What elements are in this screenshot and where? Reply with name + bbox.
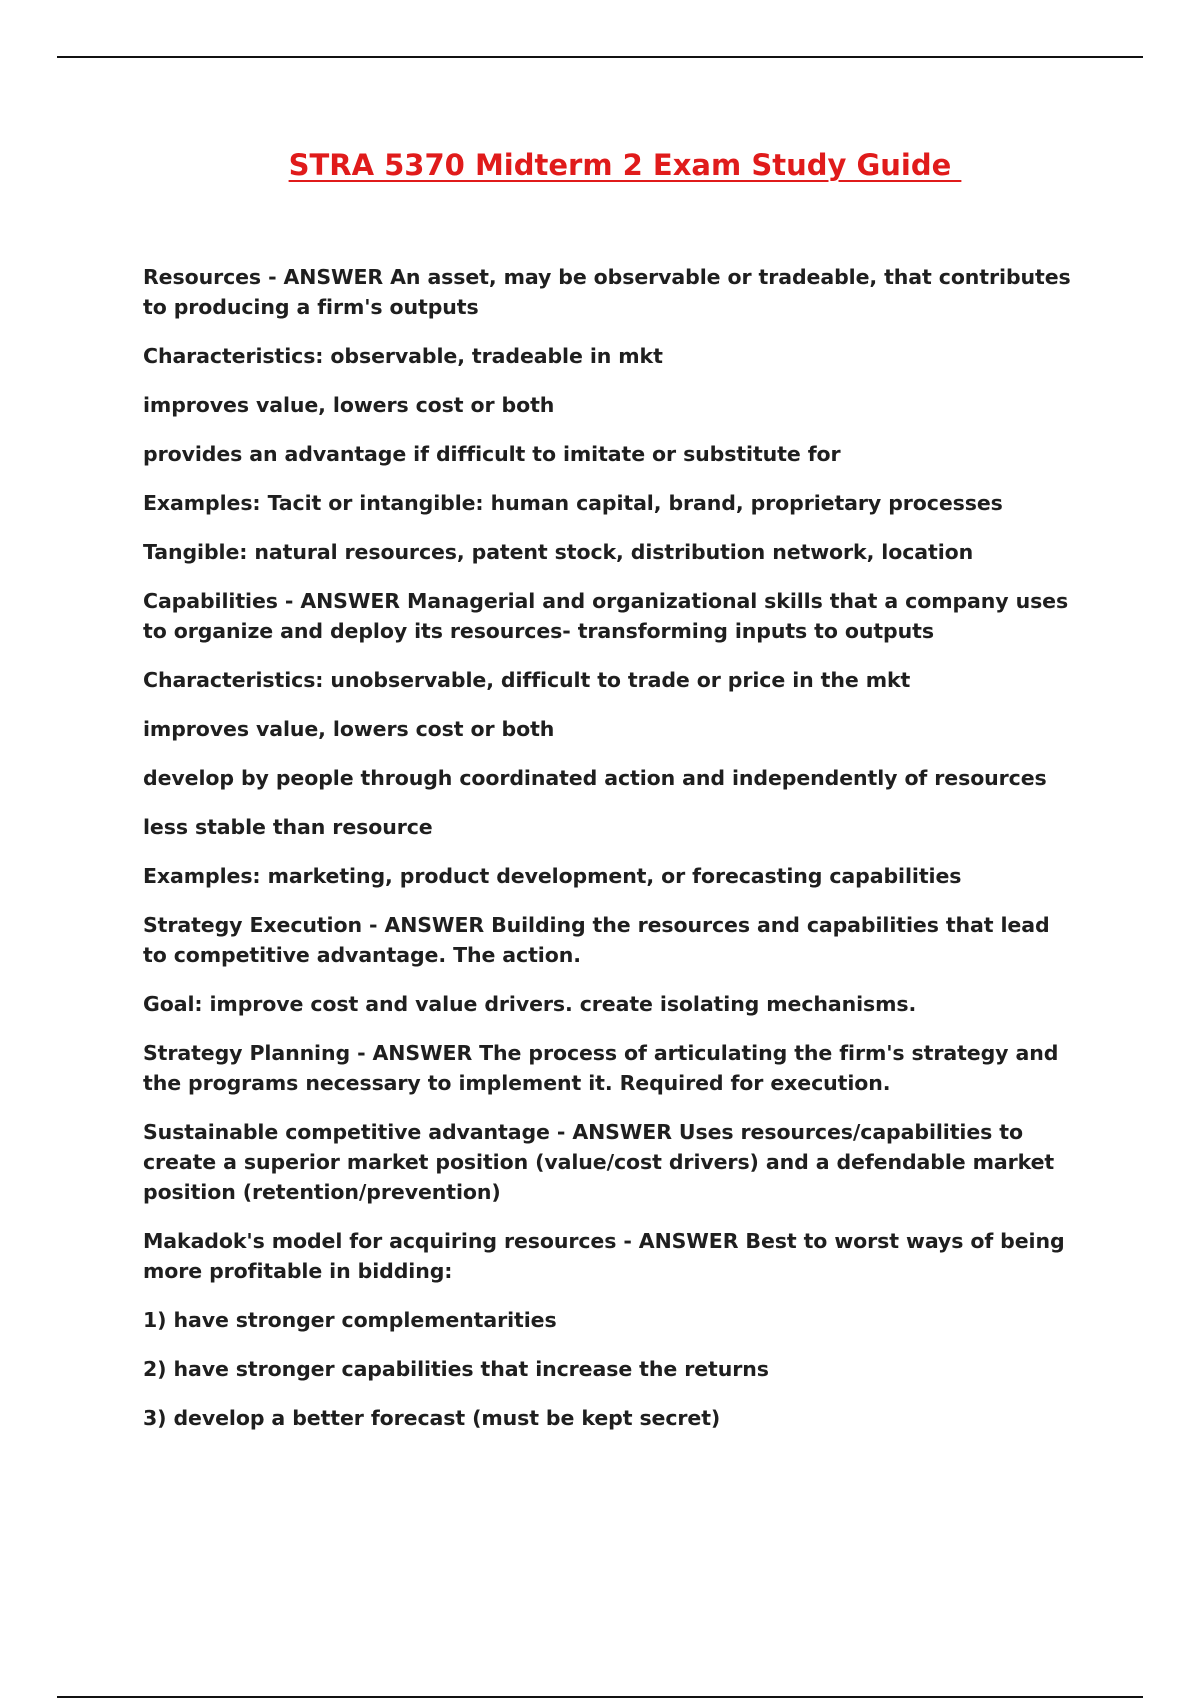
list-item-forecast: 3) develop a better forecast (must be kept secret) xyxy=(143,1406,721,1430)
paragraph-capabilities-stability: less stable than resource xyxy=(143,815,433,839)
paragraph-capabilities-develop: develop by people through coordinated action and independently of resources xyxy=(143,766,1047,790)
paragraph-capabilities-examples: Examples: marketing, product development, or forecasting capabilities xyxy=(143,864,962,888)
list-item-capabilities: 2) have stronger capabilities that increase the returns xyxy=(143,1357,769,1381)
paragraph-resources-examples: Examples: Tacit or intangible: human capital, brand, proprietary processes xyxy=(143,491,1003,515)
paragraph-strategy-execution: Strategy Execution - ANSWER Building the resources and capabilities that lead to competitive advantage. The action. xyxy=(143,913,1050,967)
paragraph-sustainable-advantage: Sustainable competitive advantage - ANSWER Uses resources/capabilities to create a superior market position (value/cost drivers) and a defendable market position (retention/prevention) xyxy=(143,1120,1055,1204)
list-item-complementarities: 1) have stronger complementarities xyxy=(143,1308,557,1332)
paragraph-resources-tangible: Tangible: natural resources, patent stock, distribution network, location xyxy=(143,540,974,564)
paragraph-strategy-planning: Strategy Planning - ANSWER The process of articulating the firm's strategy and the programs necessary to implement it. Required for execution. xyxy=(143,1041,1059,1095)
paragraph-resources-characteristics: Characteristics: observable, tradeable in mkt xyxy=(143,344,663,368)
paragraph-execution-goal: Goal: improve cost and value drivers. create isolating mechanisms. xyxy=(143,992,917,1016)
bottom-divider xyxy=(57,1696,1143,1698)
paragraph-capabilities-value: improves value, lowers cost or both xyxy=(143,717,555,741)
paragraph-resources-advantage: provides an advantage if difficult to imitate or substitute for xyxy=(143,442,841,466)
paragraph-resources-value: improves value, lowers cost or both xyxy=(143,393,555,417)
study-guide-body xyxy=(143,262,1073,1452)
paragraph-resources: Resources - ANSWER An asset, may be observable or tradeable, that contributes to producing a firm's outputs xyxy=(143,265,1071,319)
page-title: STRA 5370 Midterm 2 Exam Study Guide xyxy=(288,148,962,182)
top-divider xyxy=(57,56,1143,58)
paragraph-capabilities-characteristics: Characteristics: unobservable, difficult to trade or price in the mkt xyxy=(143,668,911,692)
paragraph-makadok-model: Makadok's model for acquiring resources - ANSWER Best to worst ways of being more profitable in bidding: xyxy=(143,1229,1065,1283)
paragraph-capabilities: Capabilities - ANSWER Managerial and organizational skills that a company uses to organize and deploy its resources- transforming inputs to outputs xyxy=(143,589,1069,643)
